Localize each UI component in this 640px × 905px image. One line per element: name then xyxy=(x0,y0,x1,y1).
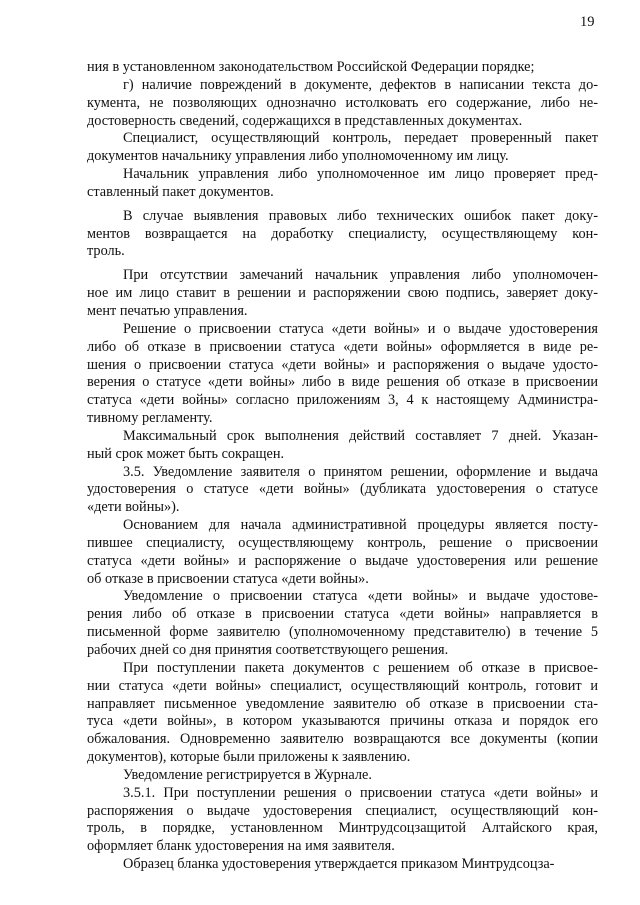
text-line: Уведомление о присвоении статуса «дети войны» и выдаче удостове- xyxy=(123,588,598,605)
text-line: ния в установленном законодательством Российской Федерации порядке; xyxy=(87,59,535,75)
text-line: статуса «дети войны» и распоряжение о выдаче удостоверения или решение xyxy=(87,552,598,569)
text-line: об отказе в присвоении статуса «дети войны». xyxy=(87,570,369,587)
text-line: шения о присвоении статуса «дети войны» и распоряжения о выдаче удосто- xyxy=(87,356,598,373)
text-line: рения либо об отказе в присвоении статуса «дети войны» направляется в xyxy=(87,606,598,623)
paragraph xyxy=(87,267,598,321)
text-line: документов), которые были приложены к заявлению. xyxy=(87,749,411,766)
page-number: 19 xyxy=(580,14,595,30)
text-line: достоверность сведений, содержащихся в представленных документах. xyxy=(87,112,523,129)
document-body xyxy=(87,59,598,874)
text-line: «дети войны»). xyxy=(87,499,180,516)
text-line: Специалист, осуществляющий контроль, передает проверенный пакет xyxy=(123,130,598,147)
text-line: распоряжения о выдаче удостоверения специалист, осуществляющий кон- xyxy=(87,802,598,819)
text-line: троль, в порядке, установленном Минтрудсоцзащитой Алтайского края, xyxy=(87,820,598,837)
text-line: верения о статусе «дети войны» либо в виде решения об отказе в присвоении xyxy=(87,374,598,391)
text-line: оформляет бланк удостоверения на имя заявителя. xyxy=(87,838,395,855)
text-line: направляет письменное уведомление заявителю об отказе в присвоении ста- xyxy=(87,695,598,712)
paragraph xyxy=(87,767,598,785)
text-line: документов начальнику управления либо уполномоченному им лицу. xyxy=(87,148,509,165)
paragraph xyxy=(87,588,598,659)
text-line: мент печатью управления. xyxy=(87,302,248,319)
text-line: ставленный пакет документов. xyxy=(87,183,274,200)
text-line: статуса «дети войны» согласно приложениям 3, 4 к настоящему Администра- xyxy=(87,392,598,409)
text-line: Основанием для начала административной процедуры является посту- xyxy=(123,517,598,534)
paragraph xyxy=(87,785,598,856)
text-line: либо об отказе в присвоении статуса «дети войны» оформляется в виде ре- xyxy=(87,338,598,355)
text-line: г) наличие повреждений в документе, дефектов в написании текста до- xyxy=(123,76,598,93)
text-line: Максимальный срок выполнения действий составляет 7 дней. Указан- xyxy=(123,427,598,444)
text-line: Уведомление регистрируется в Журнале. xyxy=(123,766,372,783)
text-line: Решение о присвоении статуса «дети войны» и о выдаче удостоверения xyxy=(123,320,598,337)
paragraph xyxy=(87,321,598,428)
paragraph xyxy=(87,428,598,464)
text-line: удостоверения о статусе «дети войны» (дубликата удостоверения о статусе xyxy=(87,481,598,498)
text-line: тивному регламенту. xyxy=(87,410,213,427)
text-line: троль. xyxy=(87,243,125,260)
text-line: ментов возвращается на доработку специалисту, осуществляющему кон- xyxy=(87,225,598,242)
text-line: ное им лицо ставит в решении и распоряжении свою подпись, заверяет доку- xyxy=(87,285,598,302)
paragraph xyxy=(87,517,598,588)
text-line: ный срок может быть сокращен. xyxy=(87,445,285,462)
text-line: Образец бланка удостоверения утверждается приказом Минтрудсоцза- xyxy=(123,856,555,873)
text-line: туса «дети войны», в котором указываются причины отказа и порядок его xyxy=(87,713,598,730)
text-line: письменной форме заявителю (уполномоченному представителю) в течение 5 xyxy=(87,624,598,641)
text-line: кумента, не позволяющих однозначно истолковать его содержание, либо не- xyxy=(87,94,598,111)
paragraph xyxy=(87,77,598,131)
paragraph xyxy=(87,856,598,874)
text-line: В случае выявления правовых либо технических ошибок пакет доку- xyxy=(123,207,598,224)
text-line: При отсутствии замечаний начальник управления либо уполномочен- xyxy=(123,267,598,284)
text-line: обжалования. Одновременно заявителю возвращаются все документы (копии xyxy=(87,731,598,748)
text-line: Начальник управления либо уполномоченное им лицо проверяет пред- xyxy=(123,166,598,183)
text-line: рабочих дней со дня принятия соответствующего решения. xyxy=(87,642,449,658)
paragraph xyxy=(87,464,598,518)
paragraph xyxy=(87,130,598,166)
paragraph xyxy=(87,166,598,202)
text-line: пившее специалисту, осуществляющему контроль, решение о присвоении xyxy=(87,534,598,551)
text-line: 3.5. Уведомление заявителя о принятом решении, оформление и выдача xyxy=(123,463,598,480)
paragraph xyxy=(87,59,598,77)
paragraph xyxy=(87,208,598,262)
text-line: При поступлении пакета документов с решением об отказе в присвое- xyxy=(123,659,598,676)
text-line: нии статуса «дети войны» специалист, осуществляющий контроль, готовит и xyxy=(87,677,598,694)
paragraph xyxy=(87,660,598,767)
text-line: 3.5.1. При поступлении решения о присвоении статуса «дети войны» и xyxy=(123,784,598,801)
